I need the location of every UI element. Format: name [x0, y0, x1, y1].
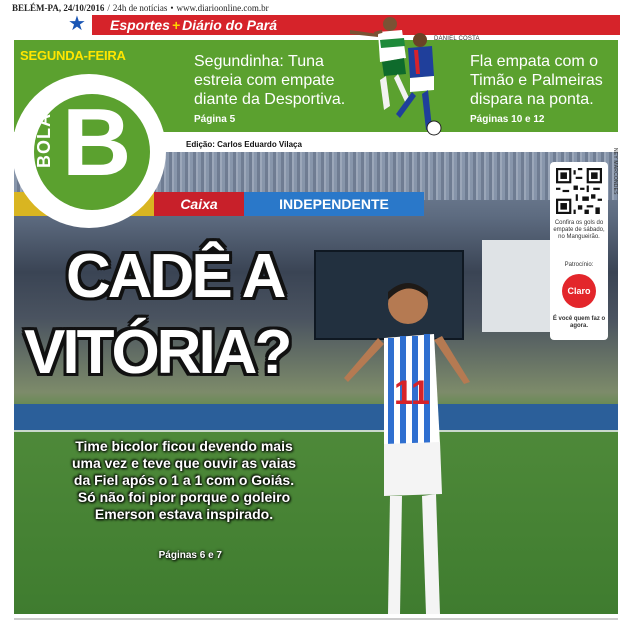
sponsor-label: Patrocínio: [564, 262, 594, 268]
brand-plus: + [171, 17, 181, 33]
pitchside-ads [14, 404, 618, 430]
sponsor-slogan: É você quem faz o agora. [552, 316, 606, 329]
photo-credit: DANIEL COSTA [434, 36, 480, 42]
players-action-photo [350, 10, 450, 140]
cover-headline-line2: VITÓRIA? [24, 318, 290, 387]
site-url[interactable]: www.diarioonline.com.br [176, 3, 269, 13]
logo-word: BOLA [34, 113, 54, 168]
bottom-rule [14, 618, 618, 620]
logo-letter: B [62, 89, 132, 196]
brand-label [110, 17, 277, 33]
editor-name: Carlos Eduardo Vilaça [217, 140, 302, 149]
qr-code-icon[interactable] [556, 168, 602, 214]
svg-text:11: 11 [394, 374, 430, 412]
dateline: BELÉM-PA, 24/10/2016 / 24h de notícias • www.diarioonline.com.br [12, 3, 269, 13]
sponsor-logo: Claro [562, 274, 596, 308]
teaser-headline: Fla empata com o Timão e Palmeiras dispara na ponta. [470, 53, 603, 108]
stadium-banner-blue: INDEPENDENTE [244, 192, 424, 216]
star-icon: ★ [68, 13, 86, 35]
editor-label: Edição: [186, 140, 215, 149]
brand-paper: Diário do Pará [182, 17, 278, 33]
editor-credit [186, 140, 302, 149]
cover-headline-line1: CADÊ A [66, 242, 284, 311]
tagline: 24h de notícias [112, 3, 168, 13]
city-date: BELÉM-PA, 24/10/2016 [12, 3, 105, 13]
teaser-right[interactable] [470, 52, 616, 125]
qr-caption: Confira os gols do empate de sábado, no Mangueirão. [553, 220, 605, 240]
teaser-headline: Segundinha: Tuna estreia com empate diante da Desportiva. [194, 53, 346, 108]
side-photo-credit: NEY MARCONDES [612, 148, 618, 195]
player-green-kit [350, 17, 410, 110]
cover-lede: Time bicolor ficou devendo mais uma vez e teve que ouvir as vaias da Fiel após o 1 a 1 com o Goiás. Só não foi pior porque o goleiro Emerson estava inspirado. [71, 438, 297, 522]
stadium-sponsor-board [482, 240, 552, 332]
teaser-pages: Páginas 10 e 12 [470, 114, 545, 125]
brand-section: Esportes [110, 17, 170, 33]
weekday-label: SEGUNDA-FEIRA [20, 48, 126, 63]
teaser-pages: Página 5 [194, 114, 236, 125]
stadium-banner-red: Caixa [154, 192, 244, 216]
teaser-left[interactable] [194, 52, 364, 125]
cover-pages: Páginas 6 e 7 [158, 550, 222, 561]
pitch-line [14, 430, 618, 432]
